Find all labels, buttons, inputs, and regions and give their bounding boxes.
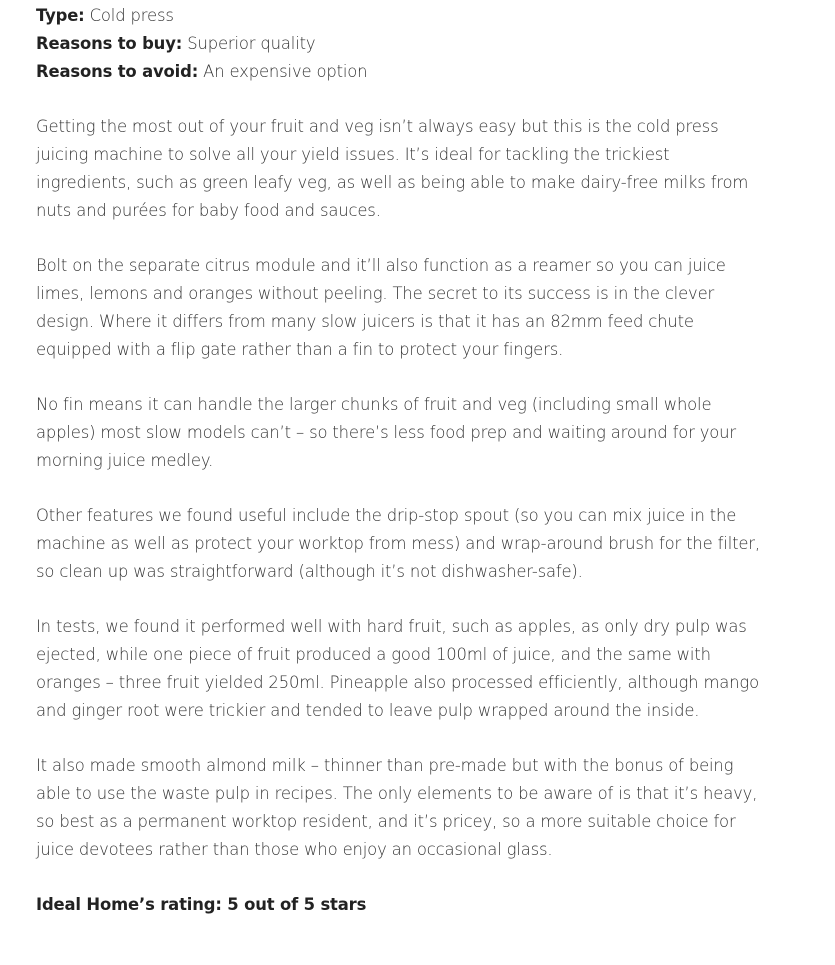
paragraph-almond-milk: It also made smooth almond milk – thinner than pre-made but with the bonus of being able to use the waste pulp in recipes. The only elements to be aware of is that it’s heavy, so best as a permanent worktop resident, and it’s pricey, so a more suitable choice for juice devotees rather than those who enjoy an occasional glass. bbox=[36, 756, 758, 859]
spec-type-value: Cold press bbox=[84, 6, 174, 25]
spec-type-label: Type: bbox=[36, 6, 85, 25]
spec-reasons-to-buy bbox=[36, 30, 766, 58]
spec-reasons-to-avoid bbox=[36, 58, 766, 86]
spec-avoid-label: Reasons to avoid: bbox=[36, 62, 199, 81]
paragraph-no-fin: No fin means it can handle the larger chunks of fruit and veg (including small whole apples) most slow models can’t – so there’s less food prep and waiting around for your morning juice medley. bbox=[36, 395, 736, 470]
paragraph-tests: In tests, we found it performed well with hard fruit, such as apples, as only dry pulp was ejected, while one piece of fruit produced a good 100ml of juice, and the same with oranges – three fruit yielded 250ml. Pineapple also processed efficiently, although mango and ginger root were trickier and tended to leave pulp wrapped around the inside. bbox=[36, 617, 759, 720]
paragraph-citrus-module: Bolt on the separate citrus module and it’ll also function as a reamer so you can juice limes, lemons and oranges without peeling. The secret to its success is in the clever design. Where it differs from many slow juicers is that it has an 82mm feed chute equipped with a flip gate rather than a fin to protect your fingers. bbox=[36, 256, 726, 359]
paragraph-intro: Getting the most out of your fruit and veg isn’t always easy but this is the cold press juicing machine to solve all your yield issues. It’s ideal for tackling the trickiest ingredients, such as green leafy veg, as well as being able to make dairy-free milks from nuts and purées for baby food and sauces. bbox=[36, 117, 749, 220]
rating-text: Ideal Home’s rating: 5 out of 5 stars bbox=[36, 895, 367, 914]
article-body bbox=[36, 2, 766, 919]
spec-buy-label: Reasons to buy: bbox=[36, 34, 183, 53]
spec-buy-value: Superior quality bbox=[182, 34, 316, 53]
paragraph-features: Other features we found useful include the drip-stop spout (so you can mix juice in the machine as well as protect your worktop from mess) and wrap-around brush for the filter, so clean up was straightforward (although it’s not dishwasher-safe). bbox=[36, 506, 760, 581]
spec-type bbox=[36, 2, 766, 30]
spec-avoid-value: An expensive option bbox=[198, 62, 368, 81]
